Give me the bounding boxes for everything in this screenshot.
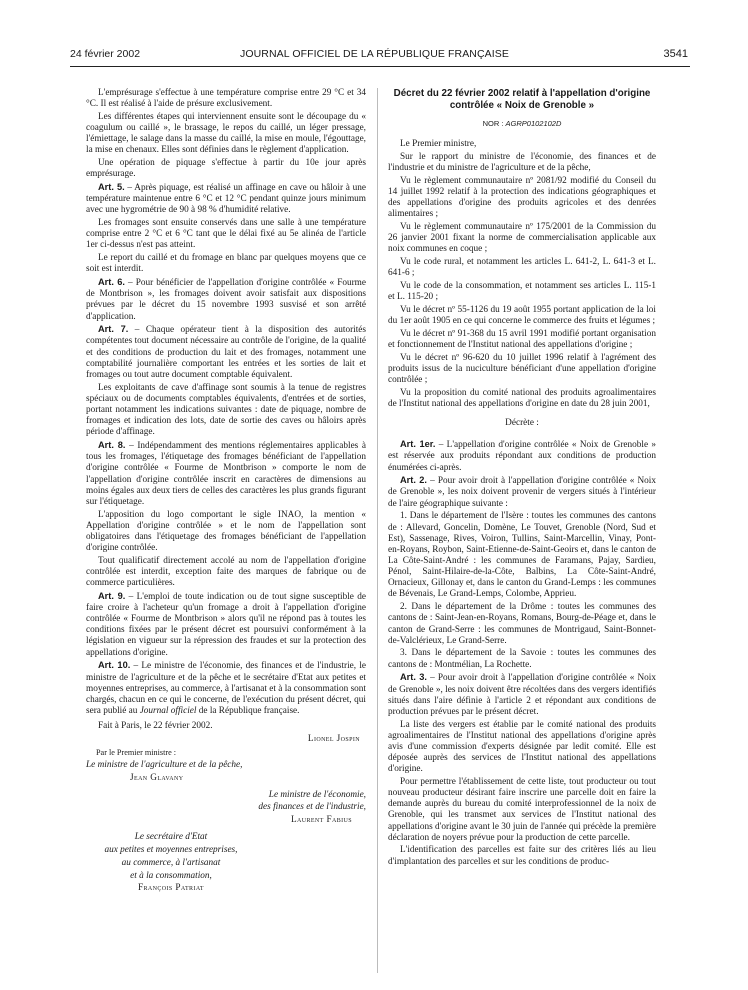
paragraph: Une opération de piquage s'effectue à partir du 10e jour après emprésurage. (86, 158, 366, 180)
article-text: – Après piquage, est réalisé un affinage en cave ou hâloir à une température maintenue entre 6 °C et 12 °C pendant quinze jours minimum avec une hygrométrie de 90 à 98 % d'humidité relative. (86, 183, 366, 216)
article-label: Art. 9. (98, 590, 126, 601)
paragraph: Vu le décret nº 91-368 du 15 avril 1991 modifié portant organisation et fonctionnement de l'Institut national des appellations d'origine ; (388, 328, 656, 350)
paragraph: Les différentes étapes qui interviennent ensuite sont le découpage du « coagulum ou caillé », le brassage, le repos du caillé, un léger pressage, l'émiettage, le salage dans la masse du caillé, la mise en moule, l'égouttage, la mise en chenaux. Elles sont définies dans le règlement d'application. (86, 111, 366, 156)
article-text: – L'emploi de toute indication ou de tout signe susceptible de faire croire à l'acheteur qu'un fromage a droit à l'appellation d'origine contrôlée « Fourme de Montbrison » alors qu'il ne répond pas à toutes les conditions fixées par le présent décret est poursuivi conformément à la législation en vigueur sur la répression des fraudes et sur la protection des appellations d'origine. (86, 591, 366, 658)
article-3 (388, 672, 656, 718)
paragraph: Vu le règlement communautaire nº 2081/92 modifié du Conseil du 14 juillet 1992 relatif à la protection des indications géographiques et des appellations d'origine des produits agricoles et des denrées alimentaires ; (388, 175, 656, 220)
article-6 (86, 277, 366, 323)
header-date: 24 février 2002 (70, 48, 141, 60)
article-text: – Pour avoir droit à l'appellation d'origine contrôlée « Noix de Grenoble », les noix doivent être récoltées dans des vergers identifiés situés dans l'aire définie à l'article 2 et répondant aux conditions de production prévues par le présent décret. (388, 673, 656, 717)
article-text: – Le ministre de l'économie, des finances et de l'industrie, le ministre de l'agriculture et de la pêche et le secrétaire d'Etat aux petites et moyennes entreprises, au commerce, à l'artisanat et à la consommation sont chargés, chacun en ce qui le concerne, de l'exécution du présent décret, qui sera publié au (86, 661, 366, 716)
secretary-line: et à la consommation, (130, 870, 212, 881)
nor-code: AGRP0102102D (505, 119, 562, 128)
secretary-block (86, 832, 256, 894)
paragraph: Pour permettre l'établissement de cette liste, tout producteur ou tout nouveau producteur désirant faire inscrire une parcelle doit en faire la demande auprès du bureau du comité interprofessionnel de la noix de Grenoble, qui les transmet aux services de l'Institut national des appellations d'origine avant le 30 juin de l'année qui précède la première déclaration de noyers prévue pour la production de cette parcelle. (388, 776, 656, 843)
article-text: – Chaque opérateur tient à la disposition des autorités compétentes tout document nécessaire au contrôle de l'origine, de la qualité et des conditions de production du lait et des fromages, notamment une comptabilité journalière comportant les entrées et les sorties de lait et fromages ou tout autre document comptable équivalent. (86, 325, 367, 380)
paragraph: Vu le règlement communautaire nº 175/2001 de la Commission du 26 janvier 2001 fixant la norme de commercialisation applicable aux noix communes en coque ; (388, 222, 656, 255)
minister-economie-1: Le ministre de l'économie, (268, 789, 366, 800)
paragraph: 2. Dans le département de la Drôme : toutes les communes des cantons de : Saint-Jean-en-Royans, Romans, Bourg-de-Péage et, dans le canton de Grand-Serre : les communes de Montrigaud, Saint-Bonnet-de-Valclérieux, Le Grand-Serre. (388, 602, 656, 646)
article-1 (388, 439, 656, 473)
article-text: – L'appellation d'origine contrôlée « Noix de Grenoble » est réservée aux produits répondant aux conditions de production énumérées ci-après. (388, 440, 656, 473)
journal-officiel-ref: Journal officiel (139, 706, 197, 716)
page-header (70, 48, 688, 62)
right-column (388, 88, 656, 869)
secretary-line: aux petites et moyennes entreprises, (104, 845, 238, 856)
minister-economie-2: des finances et de l'industrie, (258, 802, 366, 813)
paragraph: Le report du caillé et du fromage en blanc par quelques moyens que ce soit est interdit. (86, 253, 366, 275)
paragraph: Les exploitants de cave d'affinage sont soumis à la tenue de registres spéciaux ou de documents comptables équivalents, d'entrées et de sorties, portant notamment les indications suivantes : date de piquage, nombre de fromages et indication des lots, date de sortie des caves ou hâloirs après période d'affinage. (86, 382, 366, 438)
article-text: – Pour avoir droit à l'appellation d'origine contrôlée « Noix de Grenoble », les noix doivent provenir de vergers situés à l'intérieur de l'aire géographique suivante : (388, 476, 656, 509)
minister-agriculture: Le ministre de l'agriculture et de la pêche, (86, 759, 243, 770)
paragraph: Vu la proposition du comité national des produits agroalimentaires de l'Institut national des appellations d'origine en date du 28 juin 2001, (388, 387, 656, 409)
article-label: Art. 2. (400, 475, 427, 486)
article-label: Art. 7. (98, 324, 129, 335)
paragraph: 1. Dans le département de l'Isère : toutes les communes des cantons de : Allevard, Goncelin, Domène, Le Touvet, Grenoble (Nord, Sud et Est), Sassenage, Rives, Voiron, Tullins, Saint-Marcellin, Vinay, Pont-en-Royans, Roybon, Saint-Etienne-de-Saint-Geoirs et, dans le canton de La Côte-Saint-André : les communes de Faramans, Pajay, Sardieu, Pénol, Saint-Hilaire-de-la-Côte, Balbins, La Côte-Saint-André, Ornacieux, Gillonay et, dans le canton du Grand-Lemps : les communes de Bévenais, Le Grand-Lemps, Colombe, Apprieu. (388, 511, 656, 600)
article-text: de la République française. (196, 706, 300, 716)
paragraph: Sur le rapport du ministre de l'économie, des finances et de l'industrie et du ministre de l'agriculture et de la pêche, (388, 151, 656, 174)
paragraph: L'identification des parcelles est faite sur des critères liés au lieu d'implantation des parcelles et sur les conditions de produc- (388, 845, 656, 867)
paragraph: Vu le code de la consommation, et notamment ses articles L. 115-1 et L. 115-20 ; (388, 281, 656, 303)
article-2 (388, 475, 656, 509)
paragraph: L'apposition du logo comportant le sigle INAO, la mention « Appellation d'origine contrôlée » et le nom de l'appellation sont obligatoires dans l'étiquetage des fromages bénéficiant de l'appellation d'origine contrôlée. (86, 509, 366, 554)
signature-date: Fait à Paris, le 22 février 2002. (98, 721, 213, 732)
article-text: – Indépendamment des mentions réglementaires applicables à tous les fromages, l'étiquetage des fromages bénéficiant de l'appellation d'origine contrôlée « Fourme de Montbrison » comporte le nom de l'appellation d'origine contrôlée inscrit en caractères de dimensions au moins égales aux deux tiers de celles des caractères les plus grands figurant sur l'étiquetage. (86, 441, 366, 507)
signature-economie: Laurent Fabius (290, 815, 352, 826)
paragraph: Vu le décret nº 55-1126 du 19 août 1955 portant application de la loi du 1er août 1905 en ce qui concerne le commerce des fruits et légumes ; (388, 304, 656, 327)
paragraph: Tout qualificatif directement accolé au nom de l'appellation d'origine contrôlée est interdit, exception faite des marques de fabrique ou de commerce particulières. (86, 555, 366, 589)
article-label: Art. 5. (98, 182, 125, 193)
paragraph: Le Premier ministre, (400, 139, 477, 150)
article-label: Art. 6. (98, 277, 125, 288)
secretary-line: Le secrétaire d'Etat (134, 832, 208, 843)
paragraph: L'emprésurage s'effectue à une température comprise entre 29 °C et 34 °C. Il est réalisé à l'aide de présure exclusivement. (86, 88, 366, 110)
page-number: 3541 (663, 48, 688, 60)
article-label: Art. 8. (98, 440, 126, 451)
par-premier-ministre: Par le Premier ministre : (96, 748, 177, 758)
journal-title: JOURNAL OFFICIEL DE LA RÉPUBLIQUE FRANÇAISE (240, 48, 509, 60)
paragraph: Vu le décret nº 96-620 du 10 juillet 1996 relatif à l'agrément des produits issus de la nuciculture bénéficiant d'une appellation d'origine contrôlée ; (388, 352, 656, 386)
nor-reference (388, 118, 656, 129)
article-9 (86, 591, 366, 659)
article-label: Art. 1er. (400, 439, 436, 450)
left-column (86, 88, 366, 896)
decree-title: Décret du 22 février 2002 relatif à l'appellation d'origine contrôlée « Noix de Grenoble » (393, 88, 651, 111)
header-rule (70, 66, 690, 67)
signature-agriculture: Jean Glavany (130, 772, 184, 783)
column-divider (377, 88, 378, 973)
paragraph: Vu le code rural, et notamment les articles L. 641-2, L. 641-3 et L. 641-6 ; (388, 257, 656, 279)
decrete-heading: Décrète : (505, 418, 539, 429)
article-8 (86, 440, 366, 508)
nor-label: NOR : (482, 119, 506, 128)
article-10 (86, 660, 366, 717)
article-text: – Pour bénéficier de l'appellation d'origine contrôlée « Fourme de Montbrison », les fromages doivent avoir satisfait aux dispositions prévues par le décret du 15 novembre 1993 susvisé et son arrêté d'application. (86, 278, 366, 322)
article-7 (86, 324, 366, 381)
paragraph: Les fromages sont ensuite conservés dans une salle à une température comprise entre 2 °C et 6 °C tant que le délai fixé au 5e alinéa de l'article 1er ci-dessus n'est pas atteint. (86, 218, 366, 251)
paragraph: La liste des vergers est établie par le comité national des produits agroalimentaires de l'Institut national des appellations d'origine après avis d'une commission d'experts désignée par ledit comité. Elle est déposée auprès des services de l'Institut national des appellations d'origine. (388, 719, 656, 775)
signature-pm: Lionel Jospin (307, 734, 360, 745)
article-label: Art. 3. (400, 672, 427, 683)
article-5 (86, 182, 366, 216)
signature-secretary: François Patriat (137, 883, 204, 894)
article-label: Art. 10. (98, 660, 131, 671)
secretary-line: au commerce, à l'artisanat (121, 857, 221, 868)
paragraph: 3. Dans le département de la Savoie : toutes les communes des cantons de : Montmélian, La Rochette. (388, 648, 656, 670)
